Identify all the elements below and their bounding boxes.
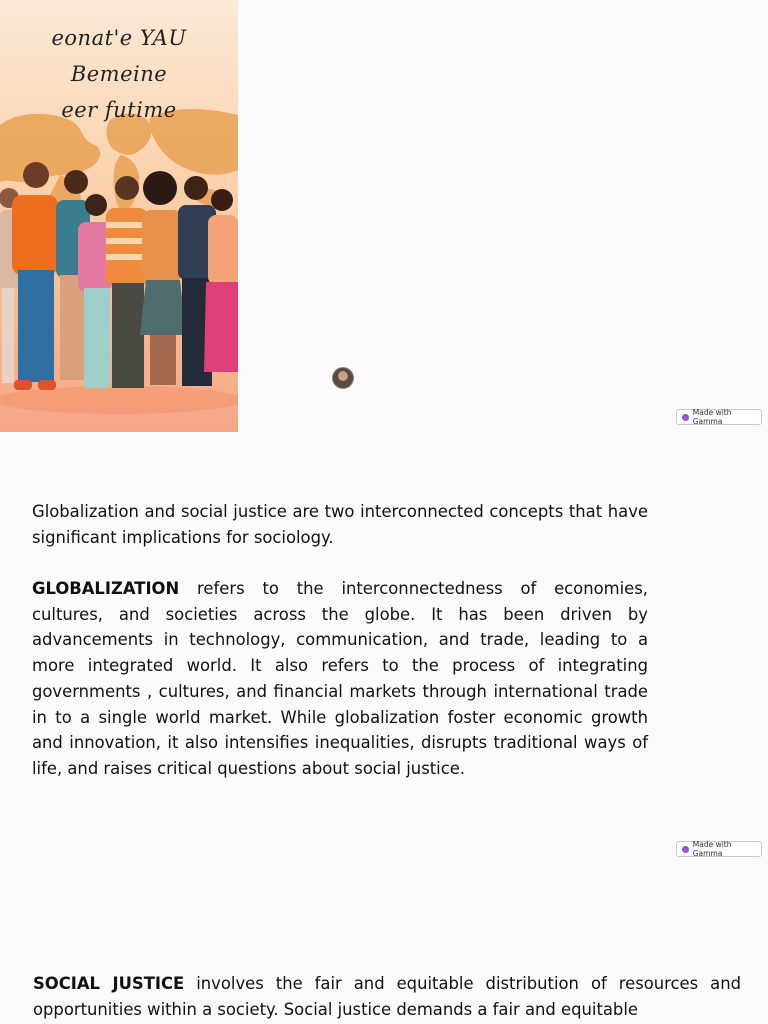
gamma-logo-icon [682, 414, 689, 421]
badge-label: Made with Gamma [692, 408, 732, 426]
avatar[interactable] [332, 367, 354, 389]
social-justice-text: involves the fair and equitable distribution of resources and opportunities within a society. Social justice demands a fair and equitable [33, 974, 742, 1019]
badge-label: Made with Gamma [692, 840, 732, 858]
globalization-term: GLOBALIZATION [32, 579, 180, 598]
hero-image [0, 0, 238, 432]
social-justice-paragraph [33, 971, 741, 1022]
slide-3 [0, 864, 768, 1024]
made-with-gamma-badge[interactable] [676, 841, 762, 857]
made-with-gamma-badge[interactable] [676, 409, 762, 425]
hero-title-line-2: eer futime [61, 98, 177, 122]
social-justice-term: SOCIAL JUSTICE [33, 974, 185, 993]
hero-title-line-1: eonat'e YAU Bemeine [51, 26, 187, 86]
intro-paragraph: Globalization and social justice are two interconnected concepts that have significant implications for sociology. [32, 502, 648, 547]
globalization-text: refers to the interconnectedness of economies, cultures, and societies across the globe. It has been driven by advancements in technology, communication, and trade, leading to a more integrated world. It also refers to the process of integrating governments , cultures, and financial markets through international trade in to a single world market. While globalization foster economic growth and innovation, it also intensifies inequalities, disrupts traditional ways of life, and raises critical questions about social justice. [32, 579, 648, 778]
slide-1 [0, 0, 768, 432]
slide-2 [0, 432, 768, 864]
hero-title [0, 20, 238, 128]
gamma-logo-icon [682, 846, 689, 853]
globalization-paragraph [32, 576, 648, 782]
